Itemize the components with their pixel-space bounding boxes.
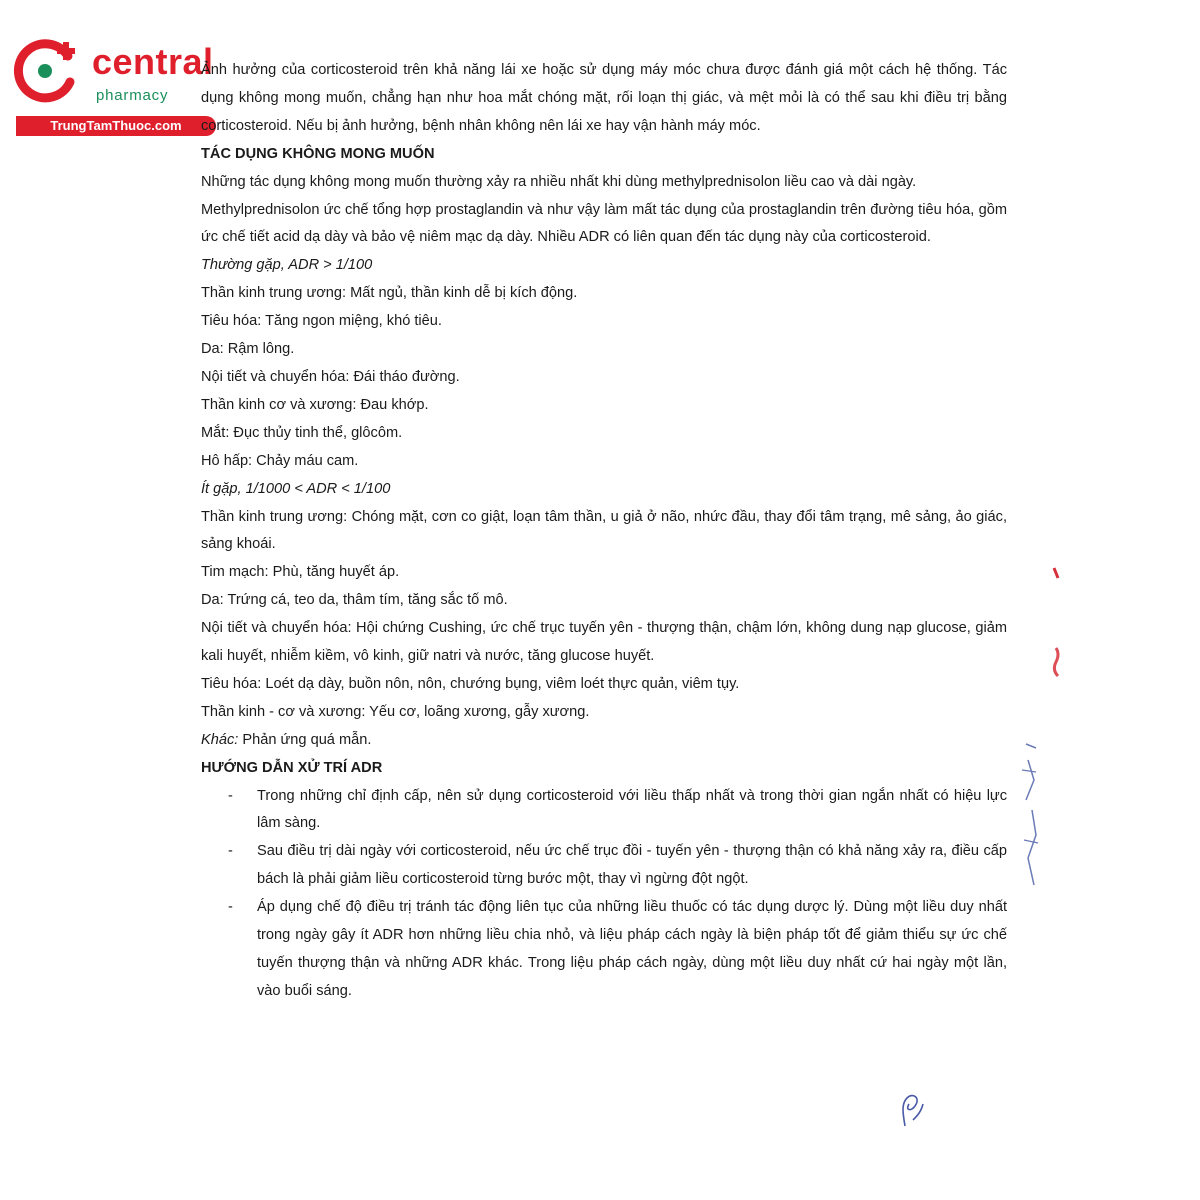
section-heading-adr: TÁC DỤNG KHÔNG MONG MUỐN xyxy=(201,145,435,162)
pharmacy-logo xyxy=(10,30,220,140)
other-text: Phản ứng quá mẫn. xyxy=(238,731,372,748)
adr-item: Hô hấp: Chảy máu cam. xyxy=(201,452,359,469)
other-label: Khác: xyxy=(201,731,239,748)
bullet-dash: - xyxy=(228,899,233,916)
adr-item: Nội tiết và chuyển hóa: Đái tháo đường. xyxy=(201,368,460,385)
adr-item: Thần kinh - cơ và xương: Yếu cơ, loãng xương, gẫy xương. xyxy=(201,703,590,720)
adr-item: Nội tiết và chuyển hóa: Hội chứng Cushing, ức chế trục tuyến yên - thượng thận, chậm lớn, không dung nạp glucose, giảm kali huyết, nhiễm kiềm, vô kinh, giữ natri và nước, tăng glucose huyết. xyxy=(201,620,1007,665)
adr-item: Tim mạch: Phù, tăng huyết áp. xyxy=(201,564,400,581)
blue-stamp-mark xyxy=(1018,740,1044,890)
adr-item: Da: Rậm lông. xyxy=(201,341,295,358)
section-heading-management: HƯỚNG DẪN XỬ TRÍ ADR xyxy=(201,759,383,776)
bullet-dash: - xyxy=(228,843,233,860)
document-body xyxy=(201,57,1007,1006)
bullet-text: Áp dụng chế độ điều trị tránh tác động liên tục của những liều thuốc có tác dụng dược lý. Dùng một liều duy nhất trong ngày gây ít ADR hơn những liều chia nhỏ, và liệu pháp cách ngày là biện pháp tốt để giảm thiểu sự ức chế tuyến thượng thận và những ADR khác. Trong liệu pháp cách ngày, dùng một liều duy nhất cứ hai ngày một lần, vào buổi sáng. xyxy=(257,899,1007,999)
bullet-dash: - xyxy=(228,787,233,804)
bullet-item xyxy=(201,894,1007,1006)
bullet-item xyxy=(201,783,1007,839)
adr-item: Thần kinh trung ương: Mất ngủ, thần kinh dễ bị kích động. xyxy=(201,285,578,302)
logo-name: central xyxy=(92,41,214,82)
bullet-item xyxy=(201,838,1007,894)
adr-item: Da: Trứng cá, teo da, thâm tím, tăng sắc tố mô. xyxy=(201,592,508,609)
adr-item: Mắt: Đục thủy tinh thể, glôcôm. xyxy=(201,424,403,441)
adr-item: Thần kinh trung ương: Chóng mặt, cơn co giật, loạn tâm thần, u giả ở não, nhức đầu, thay đổi tâm trạng, mê sảng, ảo giác, sảng khoái. xyxy=(201,508,1007,553)
bullet-text: Trong những chỉ định cấp, nên sử dụng corticosteroid với liều thấp nhất và trong thời gian ngắn nhất có hiệu lực lâm sàng. xyxy=(257,787,1007,832)
frequency-label-uncommon: Ít gặp, 1/1000 < ADR < 1/100 xyxy=(201,480,391,497)
intro-paragraph: Ảnh hưởng của corticosteroid trên khả năng lái xe hoặc sử dụng máy móc chưa được đánh giá một cách hệ thống. Tác dụng không mong muốn, chẳng hạn như hoa mắt chóng mặt, rối loạn thị giác, và mệt mỏi là có thể sau khi điều trị bằng corticosteroid. Nếu bị ảnh hưởng, bệnh nhân không nên lái xe hay vận hành máy móc. xyxy=(201,62,1007,134)
logo-site-link[interactable]: TrungTamThuoc.com xyxy=(16,116,216,136)
adr-item: Tiêu hóa: Loét dạ dày, buồn nôn, nôn, chướng bụng, viêm loét thực quản, viêm tụy. xyxy=(201,675,740,692)
bullet-text: Sau điều trị dài ngày với corticosteroid, nếu ức chế trục đồi - tuyến yên - thượng thận có khả năng xảy ra, điều cấp bách là phải giảm liều corticosteroid từng bước một, thay vì ngừng đột ngột. xyxy=(257,843,1007,888)
frequency-label-common: Thường gặp, ADR > 1/100 xyxy=(201,257,373,274)
red-stamp-mark xyxy=(1040,560,1070,700)
adr-item: Tiêu hóa: Tăng ngon miệng, khó tiêu. xyxy=(201,313,442,330)
adr-item: Thần kinh cơ và xương: Đau khớp. xyxy=(201,396,429,413)
logo-cross-icon xyxy=(10,36,80,106)
logo-tagline: pharmacy xyxy=(96,87,169,104)
adr-paragraph: Những tác dụng không mong muốn thường xảy ra nhiều nhất khi dùng methylprednisolon liều cao và dài ngày. xyxy=(201,173,917,190)
signature-mark xyxy=(893,1090,929,1130)
adr-item-other xyxy=(201,727,1007,755)
adr-paragraph: Methylprednisolon ức chế tổng hợp prostaglandin và như vậy làm mất tác dụng của prostaglandin trên đường tiêu hóa, gồm ức chế tiết acid dạ dày và bảo vệ niêm mạc dạ dày. Nhiều ADR có liên quan đến tác dụng này của corticosteroid. xyxy=(201,201,1007,246)
